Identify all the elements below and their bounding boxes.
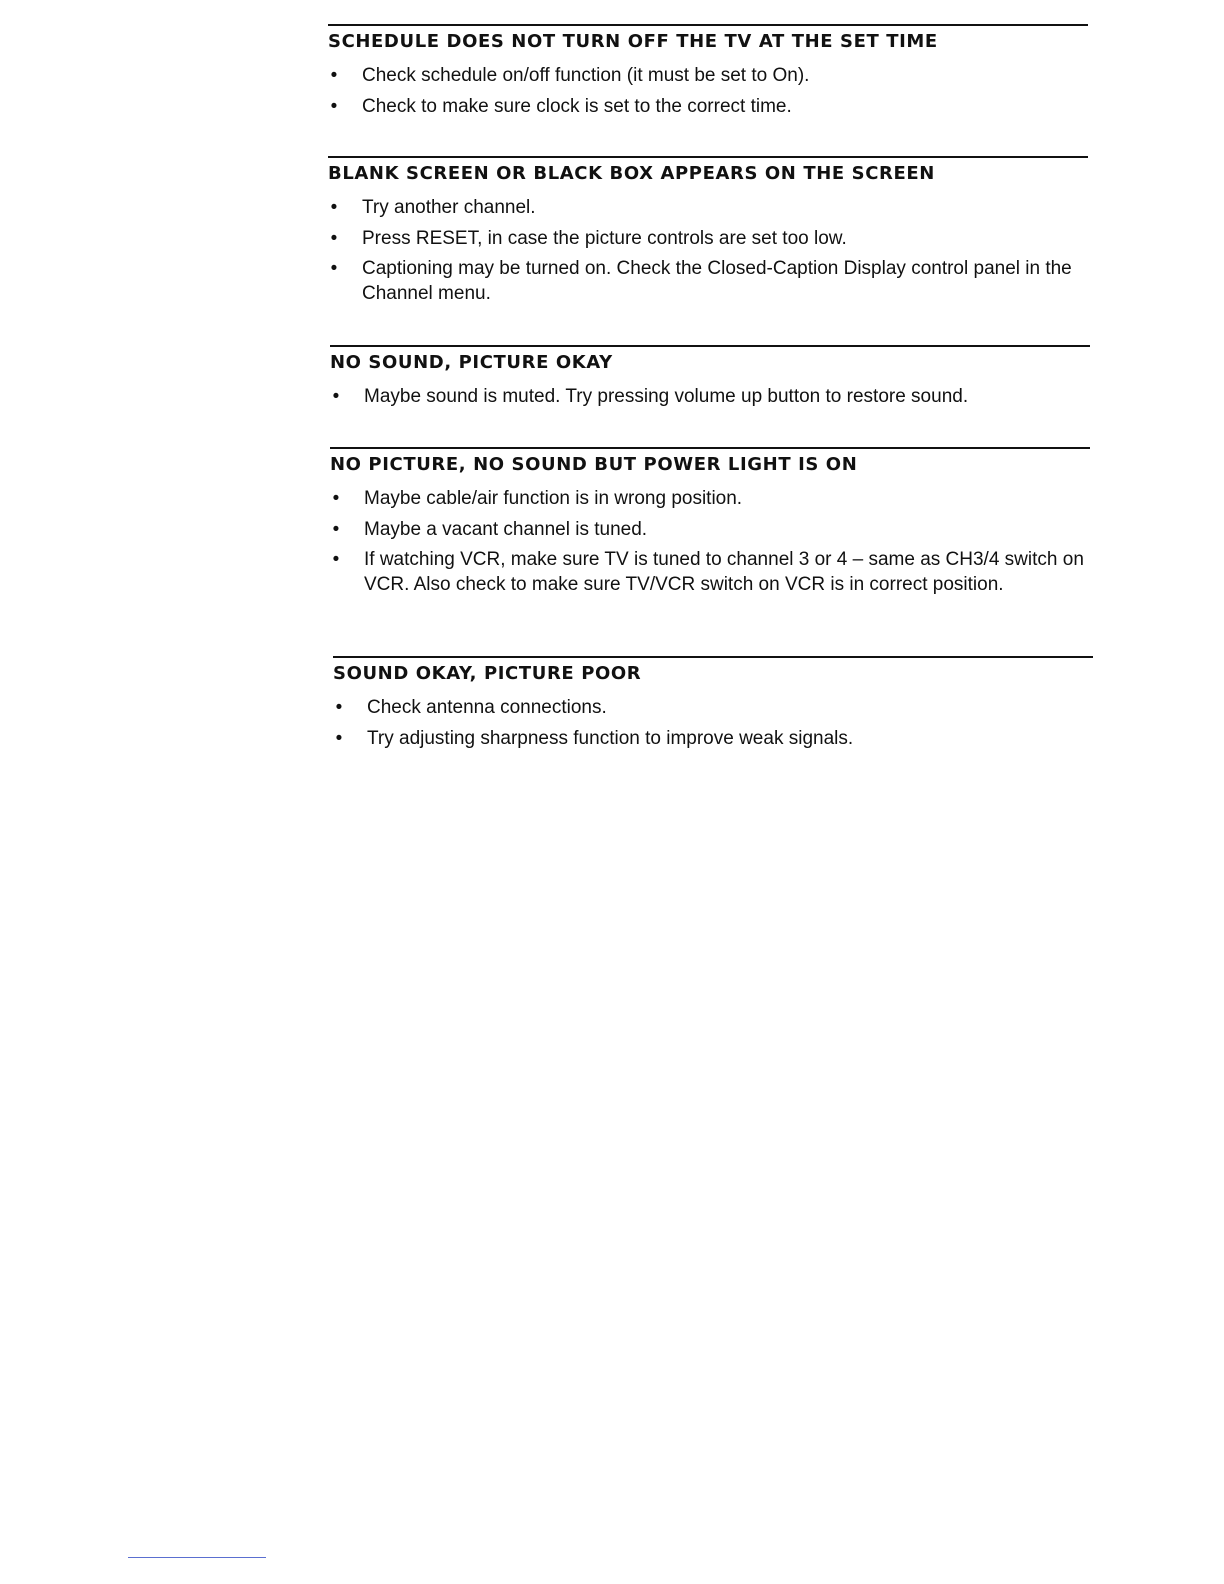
troubleshooting-list	[333, 696, 1093, 751]
list-item: • Check antenna connections.	[333, 696, 1093, 721]
list-item: • Press RESET, in case the picture controls are set too low.	[328, 227, 1088, 252]
section-heading: SOUND OKAY, PICTURE POOR	[333, 663, 642, 684]
troubleshooting-list	[328, 196, 1088, 306]
scan-artifact-line	[128, 1557, 266, 1558]
section-divider	[328, 24, 1088, 26]
bullet: •	[330, 95, 338, 117]
bullet: •	[332, 549, 340, 570]
list-item: • Captioning may be turned on. Check the Closed-Caption Display control panel in the Channel menu.	[328, 257, 1088, 306]
list-item: • Maybe sound is muted. Try pressing volume up button to restore sound.	[330, 385, 1090, 410]
list-item: • If watching VCR, make sure TV is tuned to channel 3 or 4 – same as CH3/4 switch on VCR. Also check to make sure TV/VCR switch on VCR is in correct position.	[330, 548, 1090, 597]
list-item: • Maybe cable/air function is in wrong position.	[330, 487, 1090, 512]
bullet: •	[332, 488, 340, 509]
section-divider	[330, 447, 1090, 449]
troubleshooting-list	[328, 64, 1088, 119]
bullet: •	[330, 197, 338, 218]
list-item: • Try adjusting sharpness function to improve weak signals.	[333, 727, 1093, 752]
bullet: •	[335, 697, 343, 718]
bullet: •	[330, 65, 338, 86]
bullet: •	[335, 727, 343, 749]
bullet: •	[330, 227, 338, 249]
section-divider	[328, 156, 1088, 158]
section-no-sound	[330, 345, 1090, 416]
list-item: • Check schedule on/off function (it must be set to On).	[328, 64, 1088, 89]
section-schedule	[328, 24, 1088, 125]
section-no-picture-no-sound	[330, 447, 1090, 603]
section-divider	[333, 656, 1093, 658]
list-item: • Maybe a vacant channel is tuned.	[330, 518, 1090, 543]
section-heading: NO PICTURE, NO SOUND BUT POWER LIGHT IS ON	[330, 454, 858, 475]
section-divider	[330, 345, 1090, 347]
section-blank-screen	[328, 156, 1088, 312]
section-heading: SCHEDULE DOES NOT TURN OFF THE TV AT THE SET TIME	[328, 31, 938, 52]
section-heading: BLANK SCREEN OR BLACK BOX APPEARS ON THE SCREEN	[328, 163, 935, 184]
bullet: •	[330, 258, 338, 279]
list-item: • Check to make sure clock is set to the correct time.	[328, 95, 1088, 120]
troubleshooting-list	[330, 385, 1090, 410]
bullet: •	[332, 518, 340, 540]
bullet: •	[332, 386, 340, 407]
section-heading: NO SOUND, PICTURE OKAY	[330, 352, 613, 373]
section-picture-poor	[333, 656, 1093, 757]
list-item: • Try another channel.	[328, 196, 1088, 221]
troubleshooting-list	[330, 487, 1090, 597]
